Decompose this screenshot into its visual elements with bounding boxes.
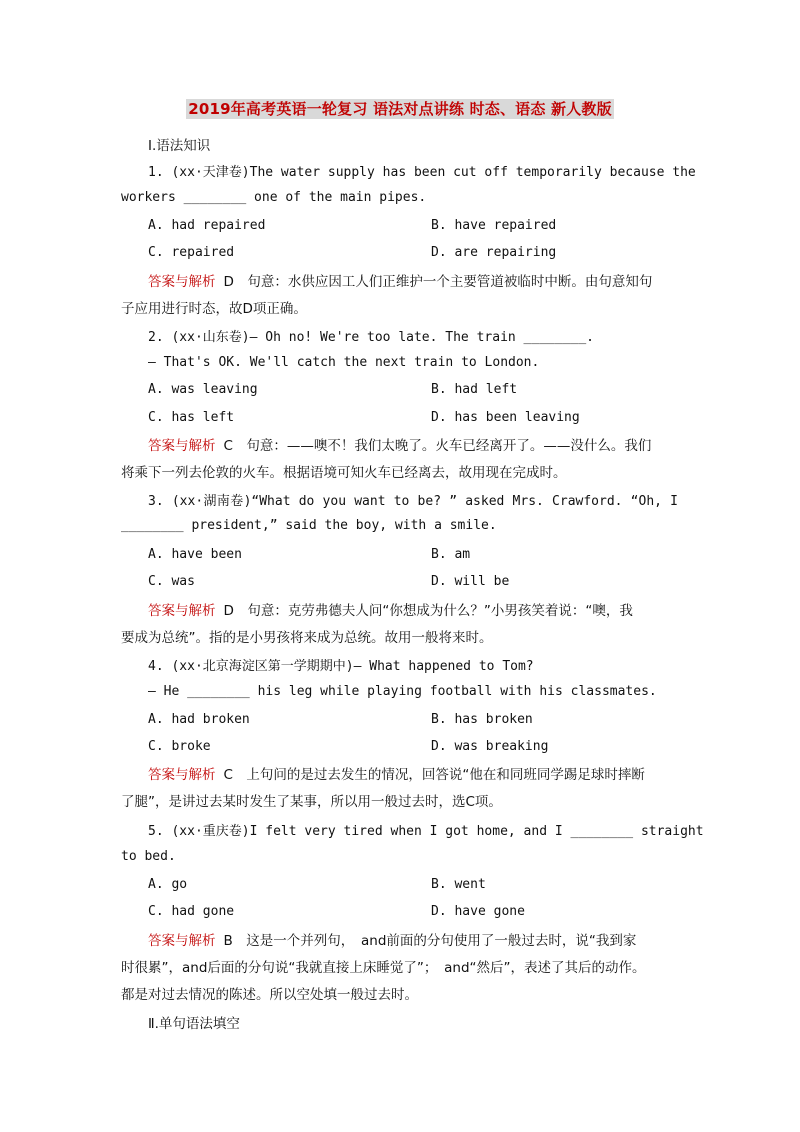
answer-explanation: 答案与解析 C 上句问的是过去发生的情况，回答说“他在和同班同学踢足球时摔断 xyxy=(148,767,645,783)
option-a: A. have been xyxy=(148,547,242,562)
option-d: D. has been leaving xyxy=(431,410,580,425)
option-c: C. broke xyxy=(148,739,211,754)
answer-tag: 答案与解析 xyxy=(148,933,216,949)
answer-tag: 答案与解析 xyxy=(148,603,216,619)
question-stem: 4. (xx·北京海淀区第一学期期中)— What happened to Tom? xyxy=(148,659,534,674)
answer-explanation-cont: 子应用进行时态，故D项正确。 xyxy=(121,301,307,317)
option-b: B. had left xyxy=(431,382,518,397)
answer-explanation-cont: 了腿”，是讲过去某时发生了某事，所以用一般过去时，选C项。 xyxy=(121,794,502,810)
answer-explanation-cont: 时很累”，and后面的分句说“我就直接上床睡觉了”； and“然后”，表述了其后的动作。 xyxy=(121,960,646,976)
answer-explanation-cont: 将乘下一列去伦敦的火车。根据语境可知火车已经离去，故用现在完成时。 xyxy=(121,465,567,481)
option-c: C. has left xyxy=(148,410,235,425)
question-stem-cont: to bed. xyxy=(121,849,176,864)
question-stem-cont: — He ________ his leg while playing football with his classmates. xyxy=(148,684,657,699)
question-stem: 1. (xx·天津卷)The water supply has been cut off temporarily because the xyxy=(148,165,696,180)
question-stem-cont: ________ president,” said the boy, with a smile. xyxy=(121,518,497,533)
option-b: B. have repaired xyxy=(431,218,557,233)
section-heading-fill-in: Ⅱ.单句语法填空 xyxy=(148,1016,240,1032)
answer-tag: 答案与解析 xyxy=(148,438,216,454)
answer-tag: 答案与解析 xyxy=(148,767,216,783)
option-a: A. was leaving xyxy=(148,382,258,397)
answer-explanation: 答案与解析 C 句意：——噢不！我们太晚了。火车已经离开了。——没什么。我们 xyxy=(148,438,652,454)
option-c: C. was xyxy=(148,574,195,589)
option-d: D. was breaking xyxy=(431,739,549,754)
question-stem: 5. (xx·重庆卷)I felt very tired when I got home, and I ________ straight xyxy=(148,824,704,839)
option-b: B. am xyxy=(431,547,471,562)
option-a: A. go xyxy=(148,877,188,892)
answer-explanation: 答案与解析 D 句意：克劳弗德夫人问“你想成为什么？”小男孩笑着说：“噢，我 xyxy=(148,603,633,619)
option-b: B. went xyxy=(431,877,486,892)
answer-explanation-cont: 都是对过去情况的陈述。所以空处填一般过去时。 xyxy=(121,987,418,1003)
answer-explanation-cont: 要成为总统”。指的是小男孩将来成为总统。故用一般将来时。 xyxy=(121,630,493,646)
option-b: B. has broken xyxy=(431,712,533,727)
option-d: D. will be xyxy=(431,574,510,589)
option-c: C. repaired xyxy=(148,245,235,260)
option-c: C. had gone xyxy=(148,904,235,919)
option-a: A. had broken xyxy=(148,712,250,727)
answer-explanation: 答案与解析 B 这是一个并列句， and前面的分句使用了一般过去时，说“我到家 xyxy=(148,933,637,949)
question-stem: 2. (xx·山东卷)— Oh no! We're too late. The train ________. xyxy=(148,330,594,345)
question-stem-cont: workers ________ one of the main pipes. xyxy=(121,190,427,205)
question-stem-cont: — That's OK. We'll catch the next train to London. xyxy=(148,355,540,370)
option-d: D. have gone xyxy=(431,904,525,919)
section-heading-grammar: Ⅰ.语法知识 xyxy=(148,138,211,154)
option-a: A. had repaired xyxy=(148,218,266,233)
question-stem: 3. (xx·湖南卷)“What do you want to be? ” asked Mrs. Crawford. “Oh, I xyxy=(148,494,678,509)
option-d: D. are repairing xyxy=(431,245,557,260)
document-title: 2019年高考英语一轮复习 语法对点讲练 时态、语态 新人教版 xyxy=(188,100,612,118)
answer-explanation: 答案与解析 D 句意：水供应因工人们正维护一个主要管道被临时中断。由句意知句 xyxy=(148,274,653,290)
answer-tag: 答案与解析 xyxy=(148,274,216,290)
